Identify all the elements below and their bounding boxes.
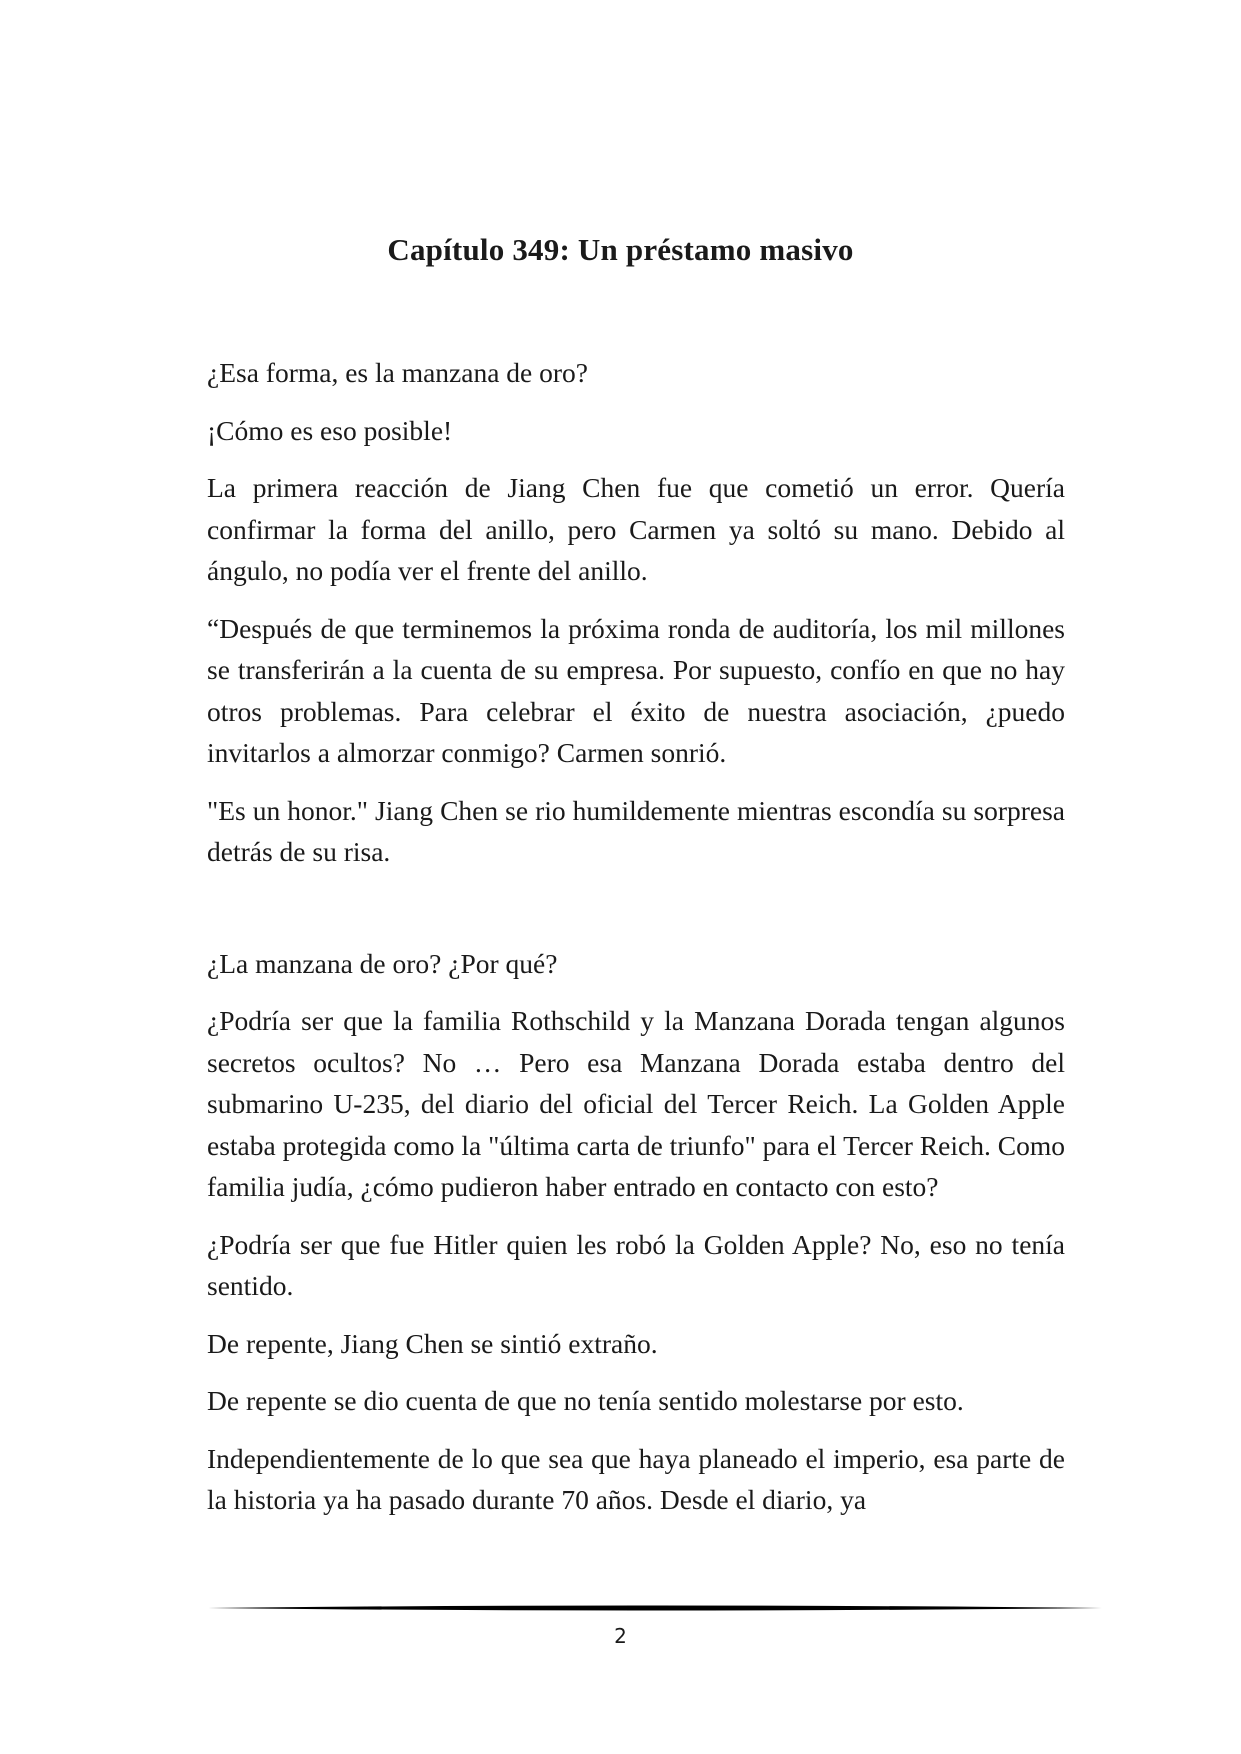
paragraph: La primera reacción de Jiang Chen fue que cometió un error. Quería confirmar la forma del anillo, pero Carmen ya soltó su mano. Debido al ángulo, no podía ver el frente del anillo. <box>207 472 1065 586</box>
body-text <box>207 352 1065 1537</box>
paragraph: "Es un honor." Jiang Chen se rio humildemente mientras escondía su sorpresa detrás de su risa. <box>207 794 1065 867</box>
section-break <box>207 889 1065 943</box>
paragraph: “Después de que terminemos la próxima ronda de auditoría, los mil millones se transferirán a la cuenta de su empresa. Por supuesto, confío en que no hay otros problemas. Para celebrar el éxito de nuestra asociación, ¿puedo invitarlos a almorzar conmigo? Carmen sonrió. <box>207 612 1065 768</box>
paragraph: Independientemente de lo que sea que haya planeado el imperio, esa parte de la historia ya ha pasado durante 70 años. Desde el diario, ya <box>207 1442 1065 1515</box>
page-number: 2 <box>614 1624 627 1648</box>
paragraph: ¿Podría ser que fue Hitler quien les robó la Golden Apple? No, eso no tenía sentido. <box>207 1228 1065 1301</box>
paragraph: ¿Podría ser que la familia Rothschild y la Manzana Dorada tengan algunos secretos ocultos? No … Pero esa Manzana Dorada estaba dentro del submarino U-235, del diario del oficial del Tercer Reich. La Golden Apple estaba protegida como la "última carta de triunfo" para el Tercer Reich. Como familia judía, ¿cómo pudieron haber entrado en contacto con esto? <box>207 1005 1065 1202</box>
paragraph: ¡Cómo es eso posible! <box>207 414 453 446</box>
paragraph: De repente, Jiang Chen se sintió extraño. <box>207 1327 658 1359</box>
paragraph: De repente se dio cuenta de que no tenía sentido molestarse por esto. <box>207 1385 964 1416</box>
paragraph: ¿Esa forma, es la manzana de oro? <box>207 357 588 388</box>
footer-divider <box>208 1604 1102 1612</box>
chapter-title: Capítulo 349: Un préstamo masivo <box>387 232 854 267</box>
paragraph: ¿La manzana de oro? ¿Por qué? <box>207 947 558 979</box>
